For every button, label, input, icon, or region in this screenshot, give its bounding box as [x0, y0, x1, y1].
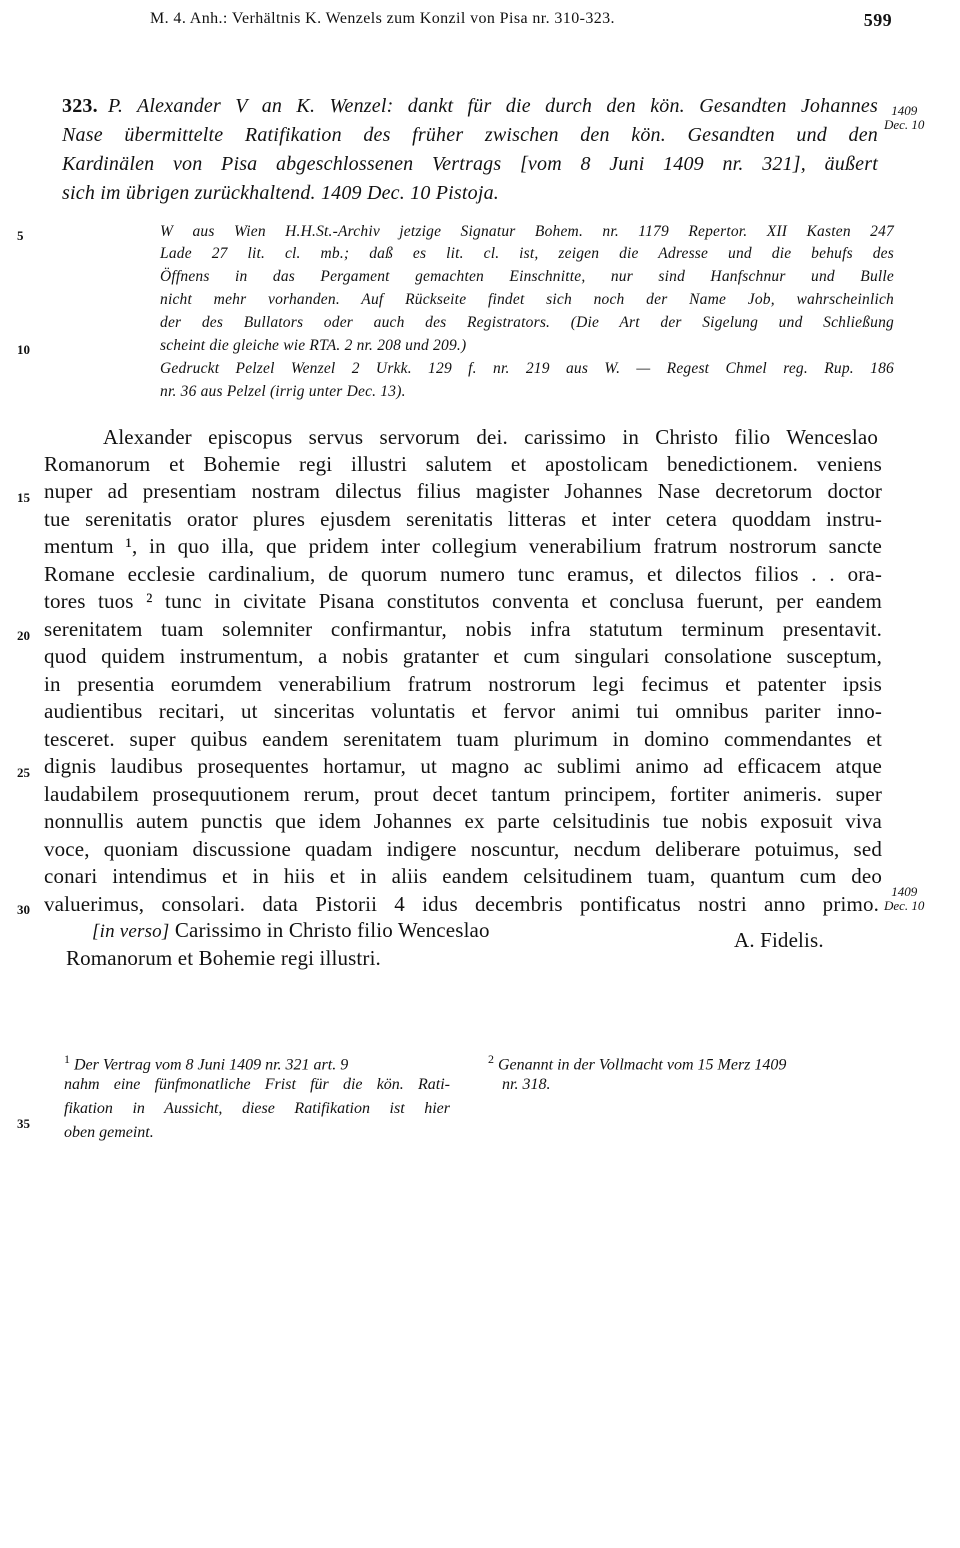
- text-line-6: Romane ecclesie cardinalium, de quorum numero tunc eramus, et dilectos filios . . ora-: [44, 562, 882, 586]
- regest-number: 323.: [62, 95, 98, 117]
- margin-date-top-year: 1409: [891, 103, 918, 118]
- regest-line-3: Kardinälen von Pisa abgeschlossenen Vertrags [vom 8 Juni 1409 nr. 321], äußert: [62, 153, 878, 175]
- line-number: 30: [17, 902, 30, 917]
- regest-line-1: P. Alexander V an K. Wenzel: dankt für die durch den kön. Gesandten Johannes: [108, 95, 878, 117]
- text-line-2: Romanorum et Bohemie regi illustri salutem et apostolicam benedictionem. veniens: [44, 452, 882, 476]
- verso-label: [in verso]: [92, 921, 170, 942]
- apparatus-line-4: nicht mehr vorhanden. Auf Rückseite findet sich noch der Name Job, wahrscheinlich: [160, 291, 894, 308]
- margin-date-bottom-year: 1409: [891, 884, 918, 899]
- footnote-1-text: Der Vertrag vom 8 Juni 1409 nr. 321 art. 9: [74, 1056, 349, 1074]
- apparatus-line-8: nr. 36 aus Pelzel (irrig unter Dec. 13).: [160, 383, 406, 400]
- text-line-7: tores tuos ² tunc in civitate Pisana constitutos conventa et conclusa fuerunt, per eandem: [44, 589, 882, 613]
- text-line-4: tue serenitatis orator plures ejusdem serenitatis litteras et inter cetera quoddam instru-: [44, 507, 882, 531]
- footnote-2-line-1: [488, 1052, 786, 1074]
- text-line-12: tesceret. super quibus eandem serenitatem tuam plurimum in domino commendantes et: [44, 727, 882, 751]
- text-line-16: voce, quoniam discussione quadam indigere noscuntur, necdum deliberare potuimus, sed: [44, 837, 882, 861]
- line-number: 20: [17, 628, 30, 643]
- apparatus-line-5: der des Bullators oder auch des Registrators. (Die Art der Sigelung und Schließung: [160, 314, 894, 331]
- footnote-2-text: Genannt in der Vollmacht vom 15 Merz 1409: [498, 1056, 787, 1074]
- text-line-15: nonnullis autem punctis que idem Johannes ex parte celsitudinis tue nobis exposuit viva: [44, 809, 882, 833]
- apparatus-line-7: Gedruckt Pelzel Wenzel 2 Urkk. 129 f. nr. 219 aus W. — Regest Chmel reg. Rup. 186: [160, 360, 894, 377]
- footnote-2-line-2: nr. 318.: [502, 1076, 551, 1093]
- text-line-18: valuerimus, consolari. data Pistorii 4 idus decembris pontificatus nostri anno primo.: [44, 892, 879, 916]
- running-head: M. 4. Anh.: Verhältnis K. Wenzels zum Konzil von Pisa nr. 310-323.: [150, 10, 615, 27]
- apparatus-line-6: scheint die gleiche wie RTA. 2 nr. 208 und 209.): [160, 337, 467, 354]
- signature: A. Fidelis.: [734, 928, 824, 952]
- regest-number-line: [62, 95, 98, 118]
- text-line-9: quod quidem instrumentum, a nobis gratanter et cum singulari consolatione susceptum,: [44, 644, 882, 668]
- regest-line-4: sich im übrigen zurückhaltend. 1409 Dec. 10 Pistoja.: [62, 182, 500, 204]
- text-line-3: nuper ad presentiam nostram dilectus filius magister Johannes Nase decretorum doctor: [44, 479, 882, 503]
- text-line-1: Alexander episcopus servus servorum dei. carissimo in Christo filio Wenceslao: [103, 425, 878, 449]
- line-number: 5: [17, 228, 24, 243]
- regest-line-2: Nase übermittelte Ratifikation des früher zwischen den kön. Gesandten und den: [62, 124, 878, 146]
- footnote-2-mark: 2: [488, 1052, 494, 1066]
- line-number: 10: [17, 342, 30, 357]
- line-number: 25: [17, 765, 30, 780]
- verso-line-1: [92, 918, 490, 943]
- footnote-1-line-4: oben gemeint.: [64, 1124, 154, 1141]
- text-line-5: mentum ¹, in quo illa, que pridem inter collegium venerabilium fratrum nostrorum sancte: [44, 534, 882, 558]
- margin-date-bottom: [884, 885, 924, 913]
- margin-date-bottom-day: Dec. 10: [884, 898, 925, 913]
- footnote-1-line-1: [64, 1052, 348, 1074]
- line-number: 35: [17, 1116, 30, 1131]
- text-line-8: serenitatem tuam solemniter confirmantur, nobis infra statutum terminum presentavit.: [44, 617, 882, 641]
- margin-date-top: [884, 104, 924, 132]
- text-line-17: conari intendimus et in hiis et in aliis eandem celsitudinem tuam, quantum cum deo: [44, 864, 882, 888]
- page-number: 599: [863, 10, 892, 30]
- text-line-13: dignis laudibus prosequentes hortamur, ut magno ac sublimi animo ad efficacem atque: [44, 754, 882, 778]
- footnote-1-line-3: fikation in Aussicht, diese Ratifikation ist hier: [64, 1100, 450, 1117]
- text-line-14: laudabilem prosequutionem rerum, prout decet tantum principem, fortiter animeris. super: [44, 782, 882, 806]
- text-line-11: audientibus recitari, ut sinceritas voluntatis et fervor animi tui omnibus pariter inno-: [44, 699, 882, 723]
- apparatus-line-3: Öffnens in das Pergament gemachten Einschnitte, nur sind Hanfschnur und Bulle: [160, 268, 894, 285]
- line-number: 15: [17, 490, 30, 505]
- text-line-10: in presentia eorumdem venerabilium fratrum nostrorum legi fecimus et patenter ipsis: [44, 672, 882, 696]
- verso-address-1: Carissimo in Christo filio Wenceslao: [174, 918, 490, 942]
- footnote-1-line-2: nahm eine fünfmonatliche Frist für die kön. Rati-: [64, 1076, 450, 1093]
- apparatus-line-1: W aus Wien H.H.St.-Archiv jetzige Signatur Bohem. nr. 1179 Repertor. XII Kasten 247: [160, 223, 894, 240]
- margin-date-top-day: Dec. 10: [884, 117, 925, 132]
- verso-line-2: Romanorum et Bohemie regi illustri.: [66, 946, 381, 970]
- apparatus-line-2: Lade 27 lit. cl. mb.; daß es lit. cl. ist, zeigen die Adresse und die behufs des: [160, 245, 894, 262]
- footnote-1-mark: 1: [64, 1052, 70, 1066]
